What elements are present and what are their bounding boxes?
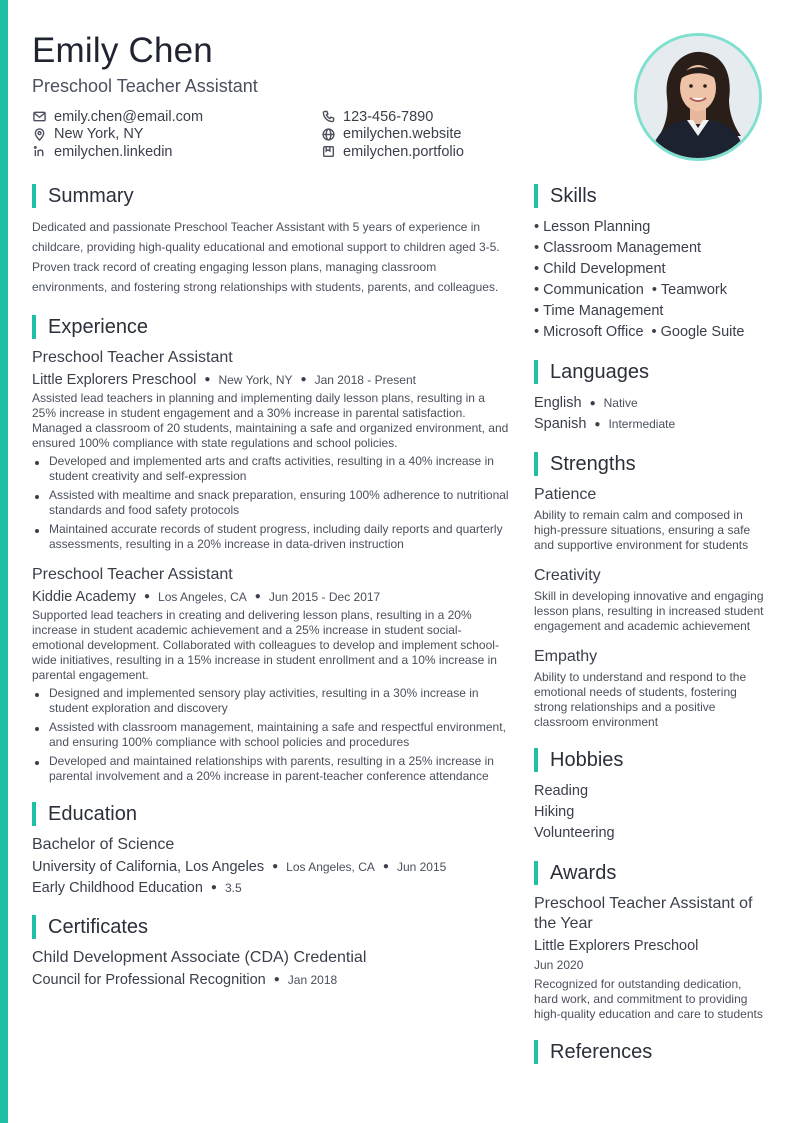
- references-section: [534, 1039, 766, 1065]
- skill-item: • Classroom Management: [534, 238, 701, 259]
- profile-photo: [634, 33, 762, 161]
- list-item: Assisted with mealtime and snack preparation, ensuring 100% adherence to nutritional standards and food safety protocols: [32, 488, 512, 518]
- summary-text: Dedicated and passionate Preschool Teacher Assistant with 5 years of experience in childcare, providing high-quality educational and emotional support to children aged 3-5. Proven track record of creating engaging lesson plans, managing classroom environments, and fostering strong relationships with students, parents, and colleagues.: [32, 220, 500, 294]
- separator-dot: ●: [589, 398, 596, 409]
- skills-section: [534, 183, 766, 343]
- awards-heading: Awards: [550, 861, 617, 884]
- education-degree: Bachelor of Science: [32, 836, 175, 853]
- education-field: Early Childhood Education: [32, 880, 203, 896]
- hobbies-heading: Hobbies: [550, 748, 624, 771]
- skill-item: • Time Management: [534, 301, 663, 322]
- left-column: [32, 183, 512, 989]
- separator-dot: ●: [594, 419, 601, 430]
- skills-list: [534, 217, 766, 343]
- contact-phone[interactable]: [321, 108, 591, 126]
- contact-location-text: New York, NY: [54, 126, 144, 143]
- list-item: Assisted with classroom management, maintaining a safe and respectful environment, and ensuring 100% compliance with school policies and procedures: [32, 720, 512, 750]
- certificate-name: Child Development Associate (CDA) Credential: [32, 949, 367, 966]
- strength-item: [534, 566, 766, 634]
- strength-desc: Ability to understand and respond to the emotional needs of students, fostering strong relationships and a positive classroom environment: [534, 670, 747, 729]
- contact-portfolio-text: emilychen.portfolio: [343, 143, 464, 160]
- summary-heading: Summary: [48, 184, 134, 207]
- section-heading: [32, 914, 512, 940]
- separator-dot: ●: [204, 374, 211, 385]
- candidate-title: Preschool Teacher Assistant: [32, 76, 258, 96]
- hobby-item: Reading: [534, 783, 589, 799]
- section-heading: [534, 860, 766, 886]
- heading-accent: [534, 861, 538, 885]
- job-title: Preschool Teacher Assistant: [32, 349, 233, 366]
- job-location: New York, NY: [218, 373, 293, 387]
- resume-header: [32, 30, 592, 161]
- skill-item: • Google Suite: [652, 322, 745, 343]
- job-meta: [32, 371, 512, 389]
- job-dates: Jan 2018 - Present: [314, 373, 416, 387]
- job-bullets: [32, 454, 512, 552]
- award-org: Little Explorers Preschool: [534, 938, 699, 954]
- certificates-section: [32, 914, 512, 989]
- references-heading: References: [550, 1040, 653, 1063]
- section-heading: [534, 359, 766, 385]
- heading-accent: [32, 915, 36, 939]
- strength-item: [534, 485, 766, 553]
- list-item: Developed and maintained relationships with parents, resulting in a 25% increase in parental involvement and a 20% increase in parent-teacher conference attendance: [32, 754, 512, 784]
- hobby-item: Hiking: [534, 804, 575, 820]
- heading-accent: [534, 748, 538, 772]
- section-heading: [534, 183, 766, 209]
- education-location: Los Angeles, CA: [286, 860, 375, 874]
- certificates-heading: Certificates: [48, 915, 149, 938]
- skills-heading: Skills: [550, 184, 597, 207]
- globe-icon: [321, 127, 335, 141]
- list-item: Designed and implemented sensory play activities, resulting in a 30% increase in student exploration and discovery: [32, 686, 512, 716]
- strength-desc: Ability to remain calm and composed in high-pressure situations, ensuring a safe and supportive environment for students: [534, 508, 751, 552]
- right-column: [534, 183, 766, 1073]
- heading-accent: [32, 184, 36, 208]
- portfolio-icon: [321, 145, 335, 159]
- experience-section: [32, 314, 512, 784]
- contact-website[interactable]: [321, 126, 591, 144]
- language-level: Native: [603, 396, 638, 410]
- separator-dot: ●: [273, 974, 280, 985]
- education-heading: Education: [48, 802, 137, 825]
- education-meta: [32, 858, 512, 876]
- section-heading: [32, 183, 512, 209]
- accent-bar: [0, 0, 8, 1123]
- contact-location: [32, 126, 321, 144]
- separator-dot: ●: [210, 882, 217, 893]
- job-entry: [32, 565, 512, 784]
- section-heading: [32, 801, 512, 827]
- contact-email-text: emily.chen@email.com: [54, 108, 204, 125]
- contact-linkedin-text: emilychen.linkedin: [54, 143, 173, 160]
- education-date: Jun 2015: [396, 860, 447, 874]
- candidate-name: Emily Chen: [32, 31, 213, 70]
- language-name: Spanish: [534, 416, 587, 432]
- job-bullets: [32, 686, 512, 784]
- language-item: [534, 393, 766, 414]
- education-field-row: [32, 879, 512, 897]
- experience-heading: Experience: [48, 315, 149, 338]
- language-name: English: [534, 395, 582, 411]
- education-school: University of California, Los Angeles: [32, 859, 265, 875]
- job-meta: [32, 588, 512, 606]
- language-item: [534, 414, 766, 435]
- heading-accent: [534, 360, 538, 384]
- skill-item: • Child Development: [534, 259, 666, 280]
- job-company: Little Explorers Preschool: [32, 372, 197, 388]
- separator-dot: ●: [254, 591, 261, 602]
- linkedin-icon: [32, 145, 46, 159]
- phone-icon: [321, 110, 335, 124]
- heading-accent: [534, 184, 538, 208]
- contact-email[interactable]: [32, 108, 321, 126]
- strengths-section: [534, 451, 766, 730]
- education-gpa: 3.5: [224, 881, 242, 895]
- section-heading: [534, 451, 766, 477]
- summary-section: [32, 183, 512, 297]
- contact-linkedin[interactable]: [32, 143, 321, 161]
- strength-title: Creativity: [534, 567, 601, 584]
- job-location: Los Angeles, CA: [158, 590, 247, 604]
- skill-item: • Communication: [534, 280, 644, 301]
- strength-desc: Skill in developing innovative and engaging lesson plans, resulting in increased student engagement and academic achievement: [534, 589, 764, 633]
- skill-item: • Teamwork: [652, 280, 727, 301]
- strength-title: Empathy: [534, 648, 598, 665]
- languages-heading: Languages: [550, 360, 649, 383]
- heading-accent: [534, 1040, 538, 1064]
- list-item: Developed and implemented arts and crafts activities, resulting in a 40% increase in student creativity and self-expression: [32, 454, 512, 484]
- contact-list: [32, 108, 592, 161]
- section-heading: [534, 747, 766, 773]
- mail-icon: [32, 110, 46, 124]
- separator-dot: ●: [272, 861, 279, 872]
- heading-accent: [32, 315, 36, 339]
- certificate-date: Jan 2018: [287, 973, 338, 987]
- strength-title: Patience: [534, 486, 597, 503]
- job-description: Supported lead teachers in creating and delivering lesson plans, resulting in a 20% increase in student academic achievement and a 25% increase in student social-emotional development. Collaborated with colleagues to develop and implement school-wide initiatives, resulting in a 15% increase in student enrollment and a 10% increase in parental engagement.: [32, 608, 499, 682]
- awards-section: [534, 860, 766, 1022]
- languages-section: [534, 359, 766, 435]
- education-section: [32, 801, 512, 897]
- strengths-heading: Strengths: [550, 452, 636, 475]
- certificate-meta: [32, 971, 512, 989]
- skill-item: • Lesson Planning: [534, 217, 650, 238]
- award-desc: Recognized for outstanding dedication, hard work, and commitment to providing high-quality education and care to students: [534, 977, 763, 1021]
- contact-phone-text: 123-456-7890: [343, 108, 434, 125]
- separator-dot: ●: [382, 861, 389, 872]
- heading-accent: [534, 452, 538, 476]
- location-pin-icon: [32, 127, 46, 141]
- job-company: Kiddie Academy: [32, 589, 136, 605]
- hobby-item: Volunteering: [534, 825, 615, 841]
- job-dates: Jun 2015 - Dec 2017: [268, 590, 381, 604]
- contact-portfolio[interactable]: [321, 143, 591, 161]
- hobbies-section: [534, 747, 766, 844]
- job-title: Preschool Teacher Assistant: [32, 566, 233, 583]
- strength-item: [534, 647, 766, 730]
- skill-item: • Microsoft Office: [534, 322, 644, 343]
- profile-photo-illustration: [637, 36, 759, 158]
- award-date: Jun 2020: [534, 958, 584, 972]
- job-description: Assisted lead teachers in planning and implementing daily lesson plans, resulting in a 25% increase in student engagement and a 30% increase in parental satisfaction. Managed a classroom of 20 students, maintaining a safe and organized environment, and ensured 100% compliance with state regulations and school policies.: [32, 391, 509, 450]
- separator-dot: ●: [143, 591, 151, 602]
- separator-dot: ●: [300, 374, 307, 385]
- job-entry: [32, 348, 512, 552]
- list-item: Maintained accurate records of student progress, including daily reports and quarterly assessments, resulting in a 20% increase in data-driven instruction: [32, 522, 512, 552]
- certificate-issuer: Council for Professional Recognition: [32, 972, 266, 988]
- section-heading: [534, 1039, 766, 1065]
- language-level: Intermediate: [608, 417, 676, 431]
- award-title: Preschool Teacher Assistant of the Year: [534, 895, 753, 932]
- section-heading: [32, 314, 512, 340]
- heading-accent: [32, 802, 36, 826]
- contact-website-text: emilychen.website: [343, 126, 462, 143]
